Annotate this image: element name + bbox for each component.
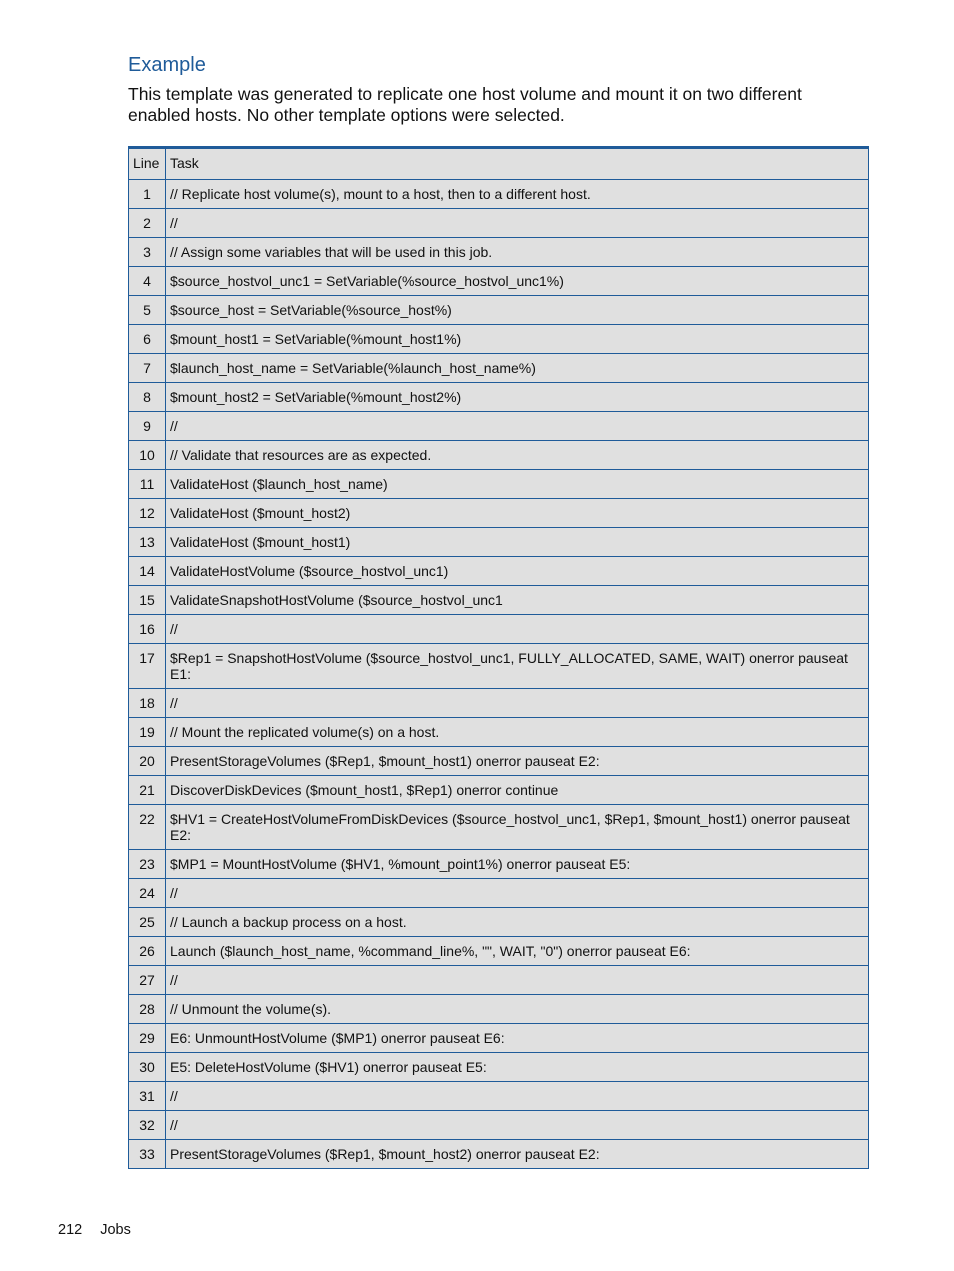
column-header-task: Task xyxy=(166,148,869,180)
line-number-cell: 8 xyxy=(129,383,166,412)
table-row xyxy=(129,586,869,615)
line-number-cell: 25 xyxy=(129,908,166,937)
line-number-cell: 4 xyxy=(129,267,166,296)
task-cell: // Mount the replicated volume(s) on a host. xyxy=(166,718,869,747)
task-cell: // Assign some variables that will be used in this job. xyxy=(166,238,869,267)
table-row xyxy=(129,776,869,805)
task-cell: $mount_host2 = SetVariable(%mount_host2%) xyxy=(166,383,869,412)
line-number-cell: 16 xyxy=(129,615,166,644)
task-cell: ValidateHostVolume ($source_hostvol_unc1) xyxy=(166,557,869,586)
table-row xyxy=(129,238,869,267)
table-row xyxy=(129,747,869,776)
line-number-cell: 11 xyxy=(129,470,166,499)
table-row xyxy=(129,296,869,325)
line-number-cell: 5 xyxy=(129,296,166,325)
table-row xyxy=(129,1082,869,1111)
task-cell: // Launch a backup process on a host. xyxy=(166,908,869,937)
task-cell: DiscoverDiskDevices ($mount_host1, $Rep1) onerror continue xyxy=(166,776,869,805)
task-cell: // xyxy=(166,966,869,995)
task-cell: ValidateHost ($launch_host_name) xyxy=(166,470,869,499)
line-number-cell: 17 xyxy=(129,644,166,689)
table-row xyxy=(129,1053,869,1082)
task-cell: PresentStorageVolumes ($Rep1, $mount_host2) onerror pauseat E2: xyxy=(166,1140,869,1169)
table-row xyxy=(129,470,869,499)
table-row xyxy=(129,615,869,644)
section-heading: Example xyxy=(128,54,206,76)
task-cell: E6: UnmountHostVolume ($MP1) onerror pauseat E6: xyxy=(166,1024,869,1053)
task-cell: PresentStorageVolumes ($Rep1, $mount_host1) onerror pauseat E2: xyxy=(166,747,869,776)
table-row xyxy=(129,383,869,412)
line-number-cell: 23 xyxy=(129,850,166,879)
task-cell: E5: DeleteHostVolume ($HV1) onerror pauseat E5: xyxy=(166,1053,869,1082)
line-number-cell: 1 xyxy=(129,180,166,209)
job-template-table-wrapper xyxy=(128,146,868,1169)
task-cell: $source_hostvol_unc1 = SetVariable(%source_hostvol_unc1%) xyxy=(166,267,869,296)
column-header-line: Line xyxy=(129,148,166,180)
job-template-table xyxy=(128,146,869,1169)
line-number-cell: 22 xyxy=(129,805,166,850)
table-row xyxy=(129,441,869,470)
task-cell: $HV1 = CreateHostVolumeFromDiskDevices ($source_hostvol_unc1, $Rep1, $mount_host1) onerror pauseat E2: xyxy=(166,805,869,850)
line-number-cell: 33 xyxy=(129,1140,166,1169)
table-row xyxy=(129,1111,869,1140)
table-row xyxy=(129,499,869,528)
line-number-cell: 14 xyxy=(129,557,166,586)
line-number-cell: 19 xyxy=(129,718,166,747)
line-number-cell: 31 xyxy=(129,1082,166,1111)
table-body xyxy=(129,180,869,1169)
table-row xyxy=(129,937,869,966)
table-row xyxy=(129,528,869,557)
task-cell: // Unmount the volume(s). xyxy=(166,995,869,1024)
task-cell: $launch_host_name = SetVariable(%launch_host_name%) xyxy=(166,354,869,383)
table-header-row xyxy=(129,148,869,180)
line-number-cell: 28 xyxy=(129,995,166,1024)
table-row xyxy=(129,267,869,296)
table-row xyxy=(129,850,869,879)
table-row xyxy=(129,180,869,209)
task-cell: // Validate that resources are as expected. xyxy=(166,441,869,470)
task-cell: $mount_host1 = SetVariable(%mount_host1%) xyxy=(166,325,869,354)
task-cell: $Rep1 = SnapshotHostVolume ($source_hostvol_unc1, FULLY_ALLOCATED, SAME, WAIT) onerror pauseat E1: xyxy=(166,644,869,689)
line-number-cell: 3 xyxy=(129,238,166,267)
line-number-cell: 2 xyxy=(129,209,166,238)
line-number-cell: 12 xyxy=(129,499,166,528)
task-cell: $source_host = SetVariable(%source_host%) xyxy=(166,296,869,325)
line-number-cell: 6 xyxy=(129,325,166,354)
task-cell: // xyxy=(166,209,869,238)
task-cell: ValidateHost ($mount_host2) xyxy=(166,499,869,528)
line-number-cell: 29 xyxy=(129,1024,166,1053)
table-row xyxy=(129,966,869,995)
task-cell: // xyxy=(166,615,869,644)
table-row xyxy=(129,908,869,937)
line-number-cell: 7 xyxy=(129,354,166,383)
line-number-cell: 32 xyxy=(129,1111,166,1140)
line-number-cell: 9 xyxy=(129,412,166,441)
line-number-cell: 26 xyxy=(129,937,166,966)
table-row xyxy=(129,354,869,383)
table-row xyxy=(129,209,869,238)
table-row xyxy=(129,879,869,908)
footer-section-title: Jobs xyxy=(100,1222,131,1238)
intro-paragraph: This template was generated to replicate one host volume and mount it on two different enabled hosts. No other template options were selected. xyxy=(128,84,802,125)
task-cell: // xyxy=(166,412,869,441)
task-cell: // xyxy=(166,689,869,718)
task-cell: // xyxy=(166,1111,869,1140)
line-number-cell: 30 xyxy=(129,1053,166,1082)
task-cell: // xyxy=(166,879,869,908)
table-row xyxy=(129,325,869,354)
table-row xyxy=(129,1024,869,1053)
table-row xyxy=(129,1140,869,1169)
task-cell: // Replicate host volume(s), mount to a host, then to a different host. xyxy=(166,180,869,209)
line-number-cell: 15 xyxy=(129,586,166,615)
page-footer xyxy=(58,1222,131,1238)
task-cell: ValidateSnapshotHostVolume ($source_hostvol_unc1 xyxy=(166,586,869,615)
table-row xyxy=(129,412,869,441)
task-cell: ValidateHost ($mount_host1) xyxy=(166,528,869,557)
page-number: 212 xyxy=(58,1222,83,1238)
line-number-cell: 10 xyxy=(129,441,166,470)
line-number-cell: 24 xyxy=(129,879,166,908)
table-row xyxy=(129,689,869,718)
line-number-cell: 20 xyxy=(129,747,166,776)
line-number-cell: 18 xyxy=(129,689,166,718)
task-cell: $MP1 = MountHostVolume ($HV1, %mount_point1%) onerror pauseat E5: xyxy=(166,850,869,879)
table-row xyxy=(129,644,869,689)
task-cell: Launch ($launch_host_name, %command_line%, "", WAIT, "0") onerror pauseat E6: xyxy=(166,937,869,966)
task-cell: // xyxy=(166,1082,869,1111)
table-row xyxy=(129,805,869,850)
line-number-cell: 21 xyxy=(129,776,166,805)
table-row xyxy=(129,718,869,747)
line-number-cell: 13 xyxy=(129,528,166,557)
table-row xyxy=(129,995,869,1024)
line-number-cell: 27 xyxy=(129,966,166,995)
table-row xyxy=(129,557,869,586)
